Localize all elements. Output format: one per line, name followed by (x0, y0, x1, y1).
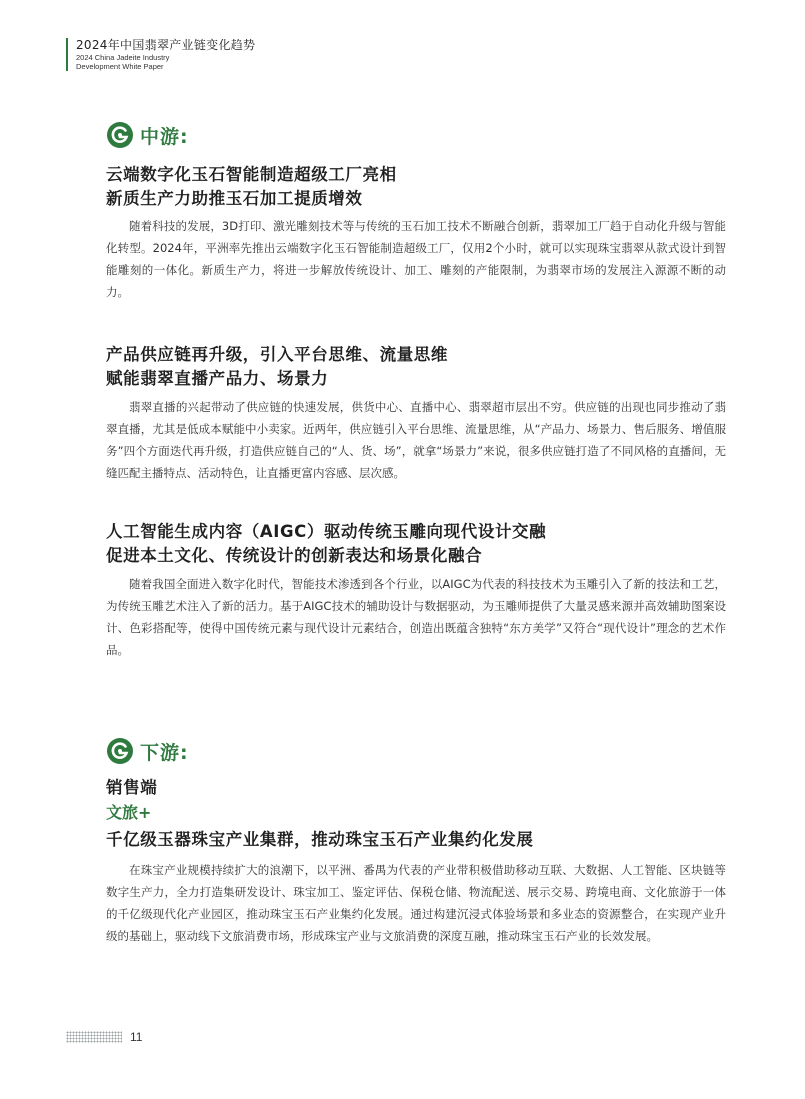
section-heading-midstream (106, 120, 189, 150)
block-paragraph: 随着科技的发展，3D打印、激光雕刻技术等与传统的玉石加工技术不断融合创新，翡翠加工厂趋于自动化升级与智能化转型。2024年，平洲率先推出云端数字化玉石智能制造超级工厂，仅用2个小时，就可以实现珠宝翡翠从款式设计到智能雕刻的一体化。新质生产力，将进一步解放传统设计、加工、雕刻的产能限制，为翡翠市场的发展注入源源不断的动力。 (106, 219, 726, 299)
jade-spiral-icon (106, 121, 134, 149)
dotted-ornament (66, 1031, 122, 1043)
report-subtitle-line-2: Development White Paper (76, 62, 164, 71)
block-paragraph: 翡翠直播的兴起带动了供应链的快速发展，供货中心、直播中心、翡翠超市层出不穷。供应链的出现也同步推动了翡翠直播，尤其是低成本赋能中小卖家。近两年，供应链引入平台思维、流量思维，从“产品力、场景力、售后服务、增值服务”四个方面迭代再升级，打造供应链自己的“人、货、场”，就拿“场景力”来说，很多供应链打造了不同风格的直播间，无缝匹配主播特点、活动特色，让直播更富内容感、层次感。 (106, 400, 726, 480)
report-title: 2024年中国翡翠产业链变化趋势 (76, 38, 256, 52)
block-paragraph: 在珠宝产业规模持续扩大的浪潮下，以平洲、番禺为代表的产业带积极借助移动互联、大数据、人工智能、区块链等数字生产力，全力打造集研发设计、珠宝加工、鉴定评估、保税仓储、物流配送、展示交易、跨境电商、文化旅游于一体的千亿级现代化产业园区，推动珠宝玉石产业集约化发展。通过构建沉浸式体验场景和多业态的资源整合，在实现产业升级的基础上，驱动线下文旅消费市场，形成珠宝产业与文旅消费的深度互融，推动珠宝玉石产业的长效发展。 (106, 863, 726, 943)
page-number: 11 (130, 1030, 143, 1044)
block-title-line: 促进本土文化、传统设计的创新表达和场景化融合 (106, 546, 483, 565)
subcategory-label: 文旅+ (106, 803, 152, 822)
section-heading-downstream (106, 736, 189, 766)
block-title-line: 赋能翡翠直播产品力、场景力 (106, 369, 329, 388)
report-subtitle-line-1: 2024 China Jadeite Industry (76, 53, 170, 62)
block-title-line: 云端数字化玉石智能制造超级工厂亮相 (106, 165, 397, 184)
block-title-line: 产品供应链再升级，引入平台思维、流量思维 (106, 345, 448, 364)
block-title-line: 人工智能生成内容（AIGC）驱动传统玉雕向现代设计交融 (106, 522, 547, 541)
block-title-line: 新质生产力助推玉石加工提质增效 (106, 189, 363, 208)
category-label: 销售端 (106, 778, 158, 797)
section-heading-text: 中游: (140, 125, 189, 148)
section-heading-text: 下游: (140, 741, 189, 764)
jade-spiral-icon (106, 737, 134, 765)
page-footer (66, 1030, 142, 1044)
block-title-line: 千亿级玉器珠宝产业集群，推动珠宝玉石产业集约化发展 (106, 830, 534, 849)
block-paragraph: 随着我国全面进入数字化时代，智能技术渗透到各个行业，以AIGC为代表的科技技术为玉雕引入了新的技法和工艺，为传统玉雕艺术注入了新的活力。基于AIGC技术的辅助设计与数据驱动，为玉雕师提供了大量灵感来源并高效辅助图案设计、色彩搭配等，使得中国传统元素与现代设计元素结合，创造出既蕴含独特“东方美学”又符合“现代设计”理念的艺术作品。 (106, 577, 726, 657)
running-header (66, 38, 376, 71)
